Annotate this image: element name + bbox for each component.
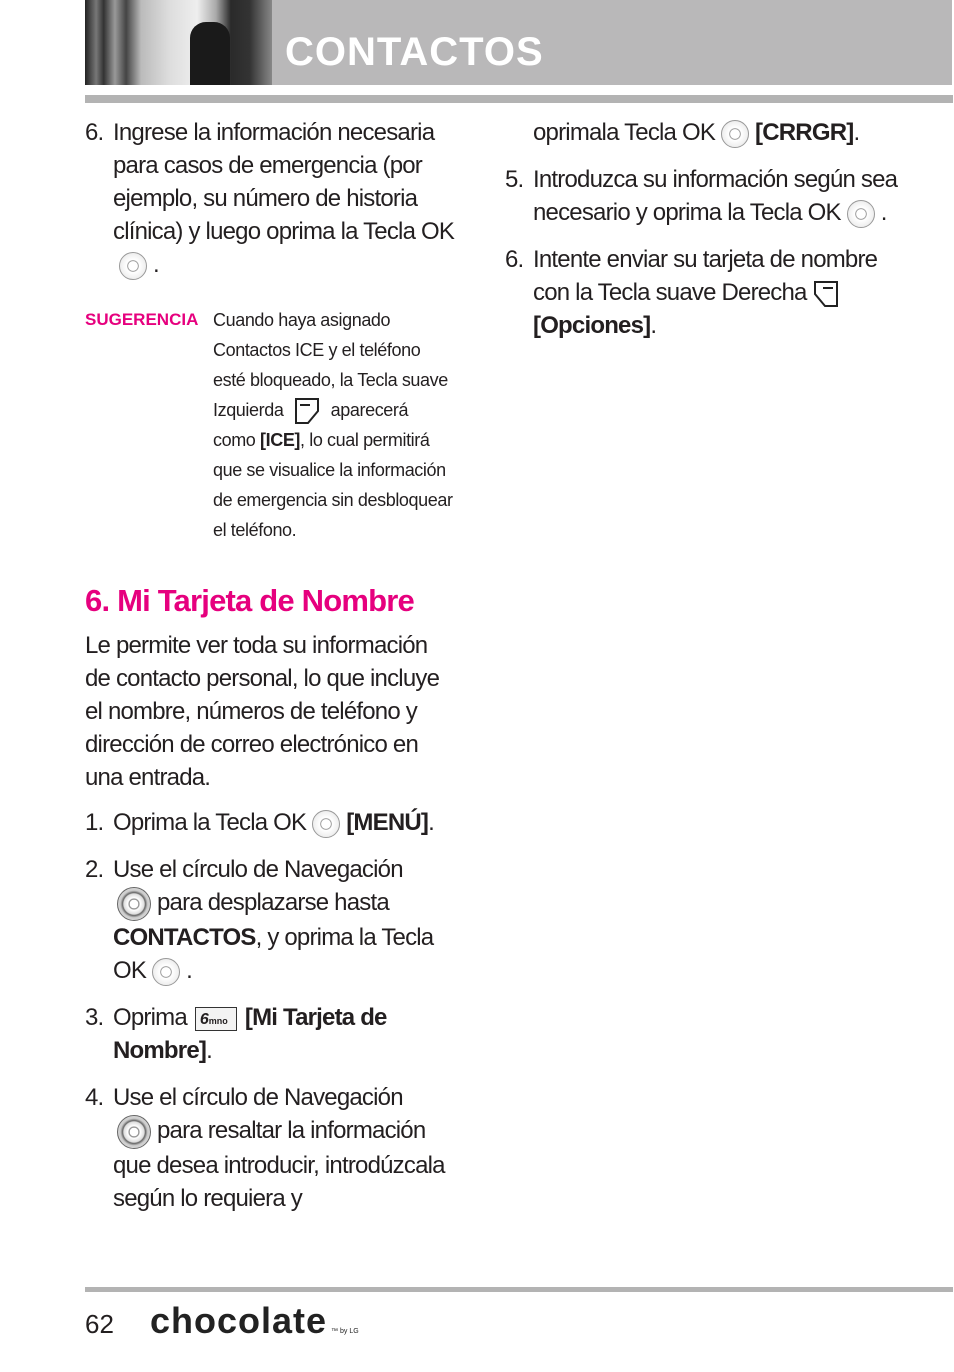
step-text: Introduzca su información según sea necesario y oprima la Tecla OK bbox=[533, 166, 898, 226]
ok-key-icon bbox=[312, 810, 340, 838]
navigation-key-icon bbox=[117, 1115, 151, 1149]
intro-paragraph: Le permite ver toda su información de contacto personal, lo que incluye el nombre, números de teléfono y dirección de correo electrónico en una entrada. bbox=[85, 632, 440, 792]
page-footer bbox=[0, 1257, 954, 1372]
left-column bbox=[85, 116, 455, 1229]
punct: . bbox=[206, 1036, 212, 1064]
step-6-send bbox=[505, 243, 905, 342]
logo-byline: ™ by LG bbox=[331, 1328, 359, 1335]
step-number: 3. bbox=[85, 1003, 104, 1031]
punct: . bbox=[186, 956, 192, 984]
subsection-heading: 6. Mi Tarjeta de Nombre bbox=[85, 583, 415, 619]
step-bold: [MENÚ] bbox=[346, 809, 429, 837]
ok-key-icon bbox=[847, 200, 875, 228]
section-title: CONTACTOS bbox=[285, 30, 544, 74]
step-bold: [Mi Tarjeta de Nombre] bbox=[113, 1003, 387, 1064]
key-digit: 6 bbox=[199, 1010, 209, 1028]
tip-text-3: , lo cual permitirá que se visualice la información de emergencia sin desbloquear el teléfono. bbox=[213, 430, 453, 541]
header-rule bbox=[85, 95, 953, 103]
step-2 bbox=[85, 853, 455, 987]
step-number: 1. bbox=[85, 809, 104, 837]
page-number: 62 bbox=[85, 1309, 114, 1339]
step-text: Ingrese la información necesaria para casos de emergencia (por ejemplo, su número de historia clínica) y luego oprima la Tecla OK bbox=[113, 119, 455, 245]
step-5 bbox=[505, 163, 905, 229]
punct: . bbox=[428, 809, 434, 837]
step-number: 6. bbox=[85, 119, 104, 146]
navigation-key-icon bbox=[117, 887, 151, 921]
step-bold: [Opciones] bbox=[533, 312, 651, 339]
ok-key-icon bbox=[721, 120, 749, 148]
punct: . bbox=[153, 251, 159, 278]
right-soft-key-icon bbox=[813, 280, 839, 308]
content-columns bbox=[0, 116, 954, 1229]
step-number: 2. bbox=[85, 856, 104, 884]
step-number: 4. bbox=[85, 1083, 104, 1111]
header-photo bbox=[85, 0, 272, 85]
step-text: Use el círculo de Navegación bbox=[113, 1083, 403, 1111]
key-letters: mno bbox=[208, 1015, 228, 1026]
tip-text-2: aparecerá como bbox=[213, 400, 409, 451]
step-6-ice bbox=[85, 116, 455, 281]
step-text: Oprima la Tecla OK bbox=[113, 809, 307, 837]
step-1 bbox=[85, 806, 455, 839]
step-4-continued bbox=[505, 116, 905, 149]
ok-key-icon bbox=[119, 252, 147, 280]
tip-box bbox=[85, 305, 455, 545]
right-column bbox=[505, 116, 905, 1229]
chocolate-logo: chocolate bbox=[150, 1300, 328, 1341]
step-text-2: para resaltar la información que desea introducir, introdúzcala según lo requiera y bbox=[113, 1116, 445, 1212]
punct: . bbox=[853, 119, 860, 146]
page-header bbox=[0, 0, 954, 116]
tip-label: SUGERENCIA bbox=[85, 310, 199, 329]
left-soft-key-icon bbox=[294, 397, 320, 425]
step-number: 5. bbox=[505, 166, 524, 193]
step-3 bbox=[85, 1001, 455, 1067]
tip-ice: [ICE] bbox=[260, 430, 301, 451]
step-text: Oprima bbox=[113, 1003, 187, 1031]
ok-key-icon bbox=[152, 958, 180, 986]
footer-rule bbox=[85, 1287, 953, 1292]
footer-row bbox=[85, 1300, 954, 1342]
tip-text-1: Cuando haya asignado Contactos ICE y el teléfono esté bloqueado, la Tecla suave Izquierda bbox=[213, 310, 448, 420]
step-text: oprimala Tecla OK bbox=[533, 119, 716, 146]
punct: . bbox=[650, 312, 657, 339]
tip-text bbox=[213, 305, 453, 545]
step-4 bbox=[85, 1081, 455, 1215]
step-text: Intente enviar su tarjeta de nombre con la Tecla suave Derecha bbox=[533, 246, 878, 306]
step-bold: CONTACTOS bbox=[113, 923, 256, 951]
step-number: 6. bbox=[505, 246, 524, 273]
step-text-2: para desplazarse hasta bbox=[157, 889, 389, 917]
punct: . bbox=[880, 199, 887, 226]
step-bold: [CRRGR] bbox=[755, 119, 854, 146]
step-text-3: , y oprima la Tecla OK bbox=[113, 923, 434, 984]
key-6-icon bbox=[195, 1007, 237, 1031]
step-text: Use el círculo de Navegación bbox=[113, 856, 403, 884]
